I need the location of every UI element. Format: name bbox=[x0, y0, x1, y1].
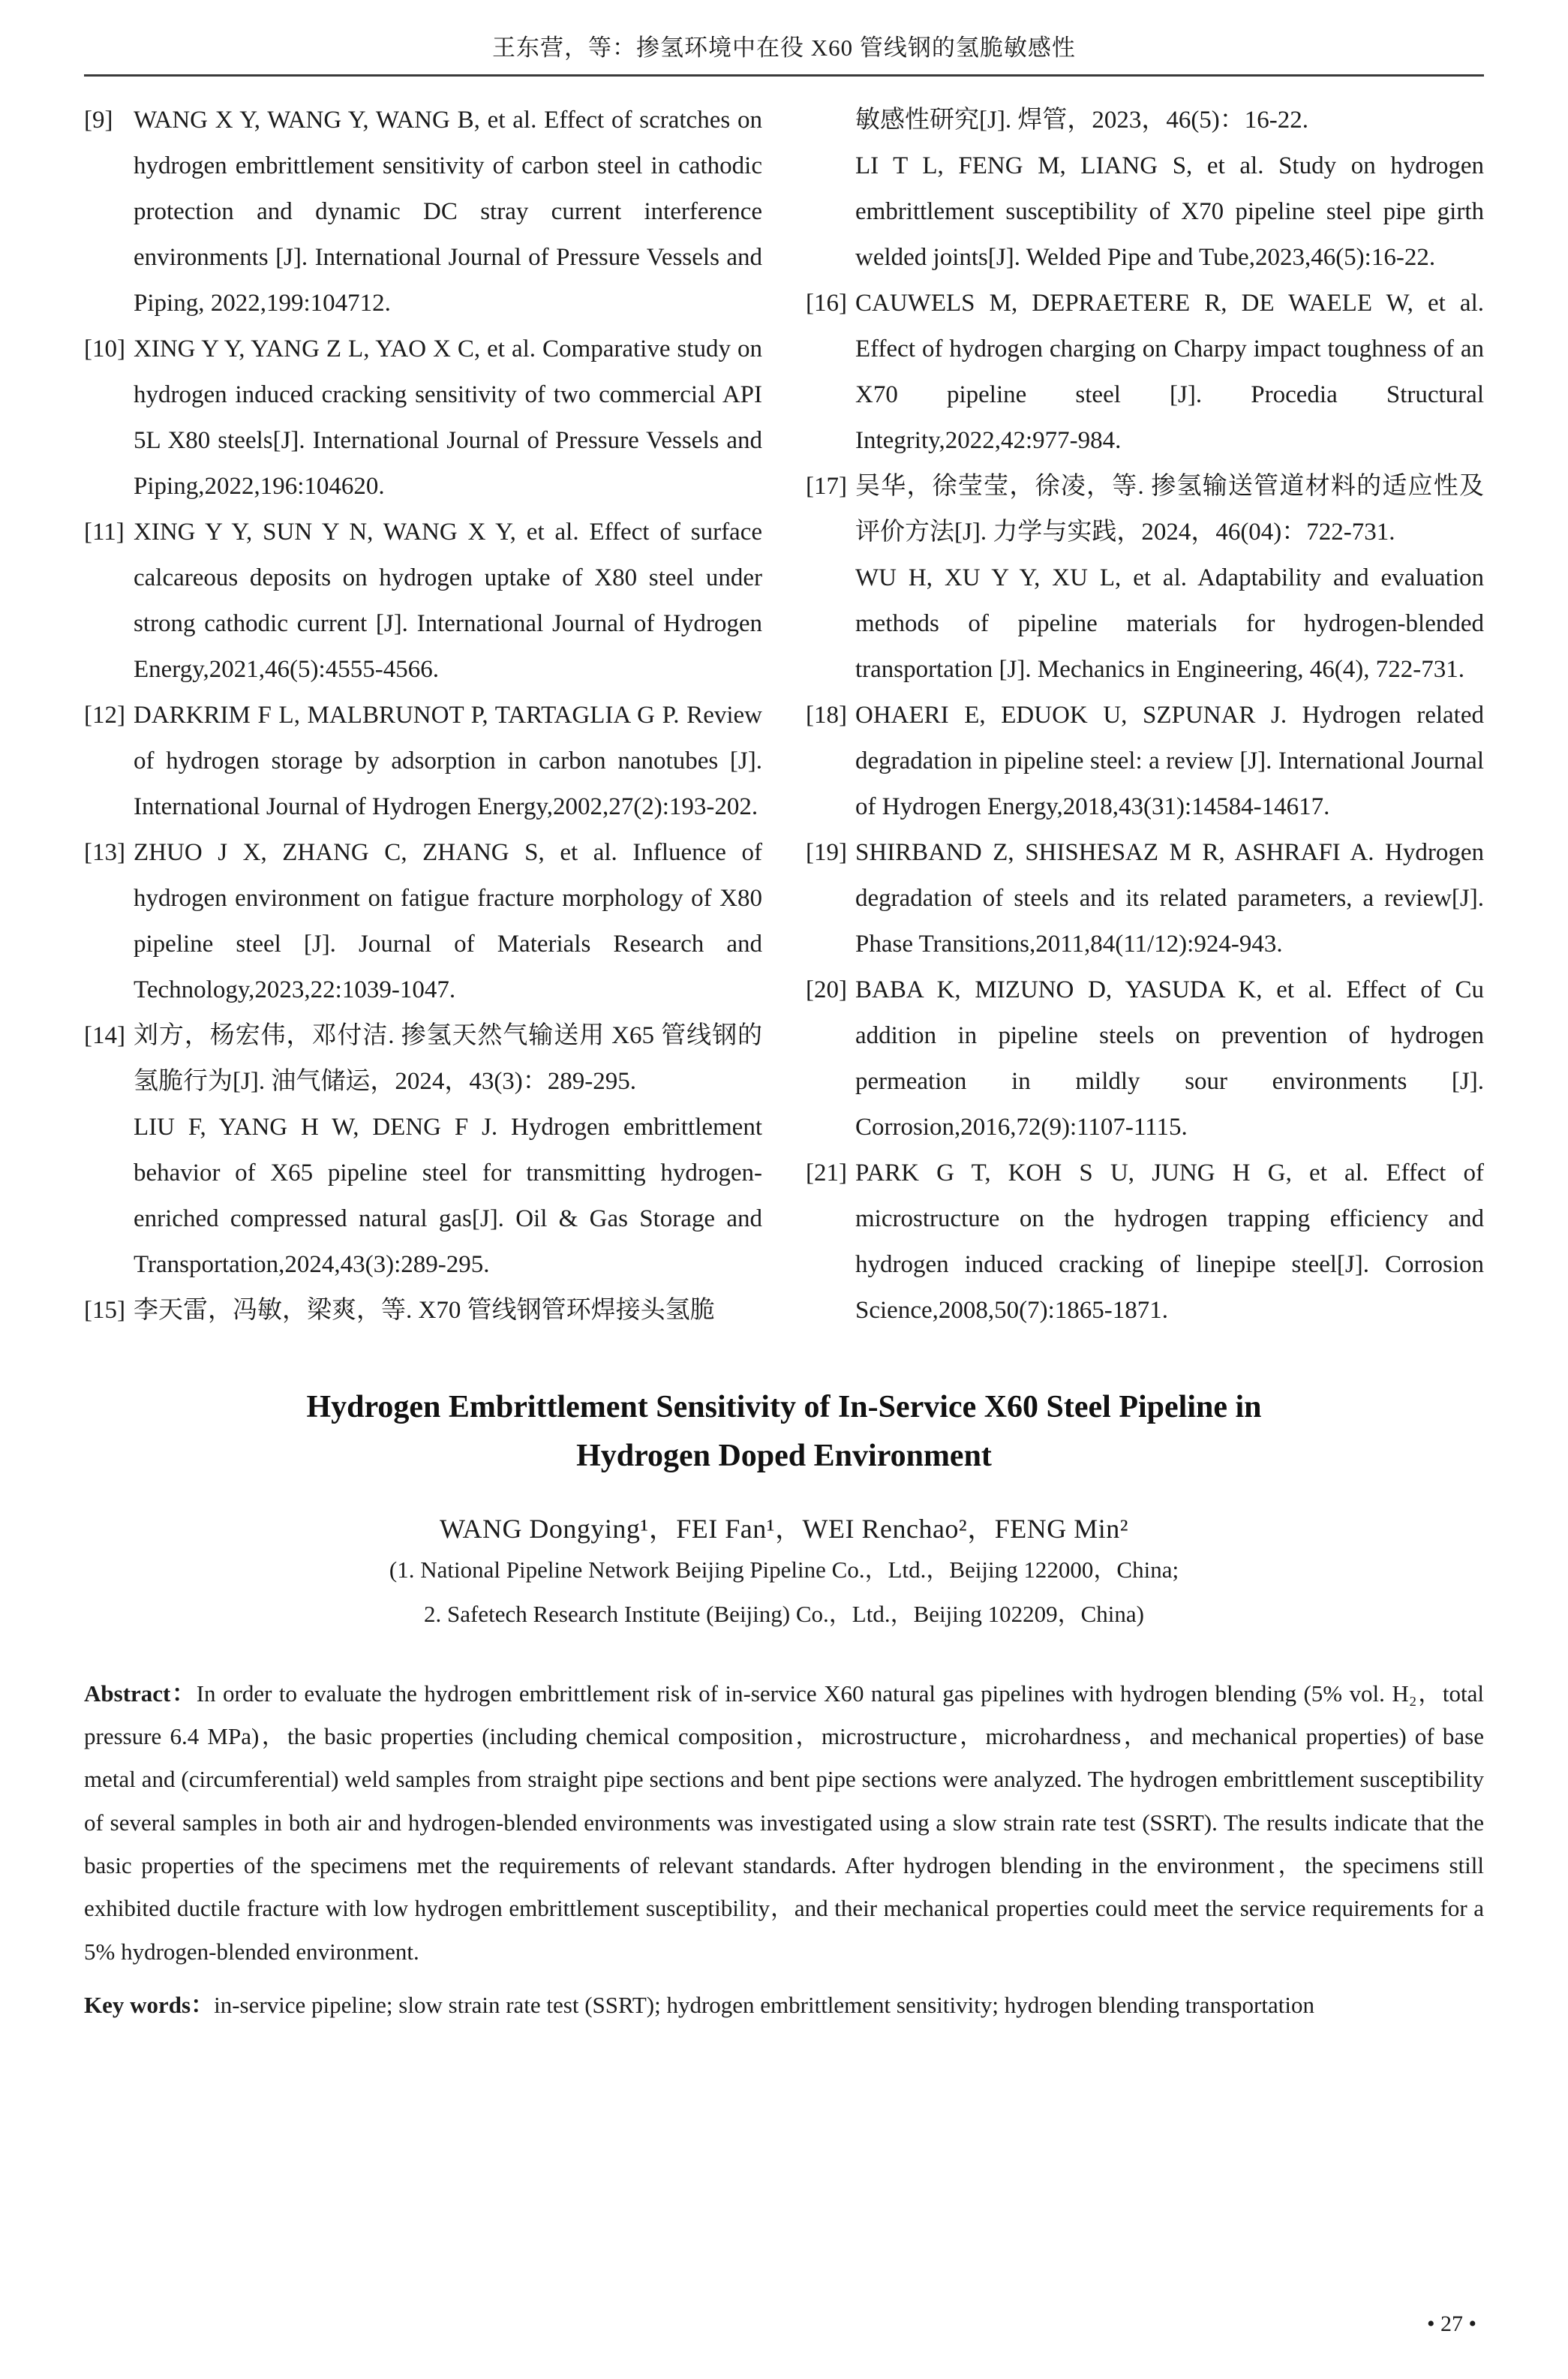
reference-body bbox=[134, 510, 762, 693]
reference-entry bbox=[806, 1150, 1484, 1334]
authors-line: WANG Dongying¹，FEI Fan¹，WEI Renchao²，FENG Min² bbox=[439, 1514, 1129, 1544]
reference-entry bbox=[84, 693, 762, 830]
running-title: 王东营，等：掺氢环境中在役 X60 管线钢的氢脆敏感性 bbox=[492, 35, 1076, 61]
reference-entry bbox=[806, 967, 1484, 1150]
reference-entry bbox=[84, 830, 762, 1013]
reference-body bbox=[134, 326, 762, 510]
reference-text: OHAERI E, EDUOK U, SZPUNAR J. Hydrogen related degradation in pipeline steel: a review [J]. International Journal of Hydrogen Energy,2018,43(31):14584-14617. bbox=[855, 702, 1484, 820]
reference-text: 敏感性研究[J]. 焊管，2023，46(5)：16-22. bbox=[855, 107, 1309, 134]
reference-text: LI T L, FENG M, LIANG S, et al. Study on hydrogen embrittlement susceptibility of X70 pipeline steel pipe girth welded joints[J]. Welded Pipe and Tube,2023,46(5):16-22. bbox=[855, 152, 1484, 271]
reference-body bbox=[134, 98, 762, 326]
affiliation-line-1: (1. National Pipeline Network Beijing Pipeline Co.，Ltd.，Beijing 122000，China; bbox=[389, 1556, 1179, 1583]
reference-entry bbox=[806, 281, 1484, 464]
abstract-label: Abstract： bbox=[84, 1680, 197, 1707]
article-title-line-1: Hydrogen Embrittlement Sensitivity of In-Service X60 Steel Pipeline in bbox=[306, 1390, 1262, 1424]
reference-number: [17] bbox=[806, 473, 847, 500]
reference-entry bbox=[806, 830, 1484, 967]
reference-text: DARKRIM F L, MALBRUNOT P, TARTAGLIA G P. Review of hydrogen storage by adsorption in carbon nanotubes [J]. International Journal of Hydrogen Energy,2002,27(2):193-202. bbox=[134, 702, 762, 820]
reference-number: [10] bbox=[84, 335, 125, 362]
article-head bbox=[84, 1383, 1484, 1635]
page-header bbox=[84, 29, 1484, 77]
reference-text: LIU F, YANG H W, DENG F J. Hydrogen embrittlement behavior of X65 pipeline steel for transmitting hydrogen-enriched compressed natural gas[J]. Oil & Gas Storage and Transportation,2024,43(3):289-295. bbox=[134, 1114, 762, 1278]
keywords-text: in-service pipeline; slow strain rate test (SSRT); hydrogen embrittlement sensitivity; hydrogen blending transportation bbox=[214, 1991, 1314, 2018]
keywords-paragraph bbox=[84, 1984, 1484, 2026]
reference-entry bbox=[84, 1288, 762, 1334]
reference-number: [16] bbox=[806, 290, 847, 317]
article-title-line-2: Hydrogen Doped Environment bbox=[576, 1439, 992, 1474]
reference-entry bbox=[84, 1013, 762, 1288]
reference-number: [15] bbox=[84, 1297, 125, 1324]
reference-body bbox=[855, 464, 1484, 693]
reference-number: [14] bbox=[84, 1022, 125, 1049]
reference-text: BABA K, MIZUNO D, YASUDA K, et al. Effect of Cu addition in pipeline steels on prevention of hydrogen permeation in mildly sour environments [J]. Corrosion,2016,72(9):1107-1115. bbox=[855, 976, 1484, 1141]
reference-text: 吴华，徐莹莹，徐凌，等. 掺氢输送管道材料的适应性及评价方法[J]. 力学与实践，2024，46(04)：722-731. bbox=[855, 473, 1484, 546]
keywords-label: Key words： bbox=[84, 1991, 215, 2018]
page-number: • 27 • bbox=[1426, 2311, 1476, 2336]
reference-text: CAUWELS M, DEPRAETERE R, DE WAELE W, et al. Effect of hydrogen charging on Charpy impact toughness of an X70 pipeline steel [J]. Procedia Structural Integrity,2022,42:977-984. bbox=[855, 290, 1484, 454]
reference-text: WANG X Y, WANG Y, WANG B, et al. Effect of scratches on hydrogen embrittlement sensitivity of carbon steel in cathodic protection and dynamic DC stray current interference environments [J]. International Journal of Pressure Vessels and Piping, 2022,199:104712. bbox=[134, 107, 762, 317]
reference-body bbox=[855, 693, 1484, 830]
reference-body bbox=[134, 693, 762, 830]
reference-body bbox=[134, 1288, 762, 1334]
reference-text: XING Y Y, YANG Z L, YAO X C, et al. Comparative study on hydrogen induced cracking sensitivity of two commercial API 5L X80 steels[J]. International Journal of Pressure Vessels and Piping,2022,196:104620. bbox=[134, 335, 762, 500]
reference-body bbox=[855, 281, 1484, 464]
reference-number: [12] bbox=[84, 702, 125, 729]
references-right-column bbox=[806, 98, 1484, 1334]
reference-entry bbox=[84, 326, 762, 510]
reference-body bbox=[855, 1150, 1484, 1334]
reference-number: [11] bbox=[84, 519, 125, 546]
reference-text: WU H, XU Y Y, XU L, et al. Adaptability and evaluation methods of pipeline materials for hydrogen-blended transportation [J]. Mechanics in Engineering, 46(4), 722-731. bbox=[855, 564, 1484, 683]
reference-text: SHIRBAND Z, SHISHESAZ M R, ASHRAFI A. Hydrogen degradation of steels and its related parameters, a review[J]. Phase Transitions,2011,84(11/12):924-943. bbox=[855, 839, 1484, 958]
reference-text: 刘方，杨宏伟，邓付洁. 掺氢天然气输送用 X65 管线钢的氢脆行为[J]. 油气储运，2024，43(3)：289-295. bbox=[134, 1022, 762, 1095]
reference-entry bbox=[806, 693, 1484, 830]
reference-body bbox=[855, 830, 1484, 967]
reference-entry bbox=[806, 464, 1484, 693]
reference-entry bbox=[84, 510, 762, 693]
page-footer bbox=[84, 2311, 1484, 2337]
reference-entry bbox=[806, 98, 1484, 281]
article-title bbox=[84, 1383, 1484, 1481]
reference-entry bbox=[84, 98, 762, 326]
abstract-paragraph bbox=[84, 1672, 1484, 1973]
reference-text: XING Y Y, SUN Y N, WANG X Y, et al. Effect of surface calcareous deposits on hydrogen uptake of X80 steel under strong cathodic current [J]. International Journal of Hydrogen Energy,2021,46(5):4555-4566. bbox=[134, 519, 762, 683]
reference-text: 李天雷，冯敏，梁爽，等. X70 管线钢管环焊接头氢脆 bbox=[134, 1297, 715, 1324]
reference-body bbox=[134, 830, 762, 1013]
abstract-text: In order to evaluate the hydrogen embrittlement risk of in-service X60 natural gas pipelines with hydrogen blending (5% vol. H₂，total pressure 6.4 MPa)，the basic properties (including chemical composition，microstructure，microhardness，and mechanical properties) of base metal and (circumferential) weld samples from straight pipe sections and bent pipe sections were analyzed. The hydrogen embrittlement susceptibility of several samples in both air and hydrogen-blended environments was investigated using a slow strain rate test (SSRT). The results indicate that the basic properties of the specimens met the requirements of relevant standards. After hydrogen blending in the environment，the specimens still exhibited ductile fracture with low hydrogen embrittlement susceptibility，and their mechanical properties could meet the service requirements for a 5% hydrogen-blended environment. bbox=[84, 1680, 1485, 1965]
affiliation-line-2: 2. Safetech Research Institute (Beijing) Co.，Ltd.，Beijing 102209，China) bbox=[424, 1600, 1144, 1627]
reference-body bbox=[134, 1013, 762, 1288]
reference-number: [21] bbox=[806, 1159, 847, 1186]
references-left-column bbox=[84, 98, 762, 1334]
reference-number: [20] bbox=[806, 976, 847, 1003]
reference-number: [19] bbox=[806, 839, 847, 866]
reference-body bbox=[855, 967, 1484, 1150]
reference-text: PARK G T, KOH S U, JUNG H G, et al. Effect of microstructure on the hydrogen trapping efficiency and hydrogen induced cracking of linepipe steel[J]. Corrosion Science,2008,50(7):1865-1871. bbox=[855, 1159, 1484, 1324]
reference-number: [18] bbox=[806, 702, 847, 729]
reference-text: ZHUO J X, ZHANG C, ZHANG S, et al. Influence of hydrogen environment on fatigue fracture morphology of X80 pipeline steel [J]. Journal of Materials Research and Technology,2023,22:1039-1047. bbox=[134, 839, 762, 1003]
reference-number: [13] bbox=[84, 839, 125, 866]
header-rule bbox=[84, 74, 1484, 77]
reference-body bbox=[855, 98, 1484, 281]
references-section bbox=[84, 98, 1484, 1334]
reference-number: [9] bbox=[84, 107, 113, 134]
abstract-section bbox=[84, 1672, 1484, 2027]
